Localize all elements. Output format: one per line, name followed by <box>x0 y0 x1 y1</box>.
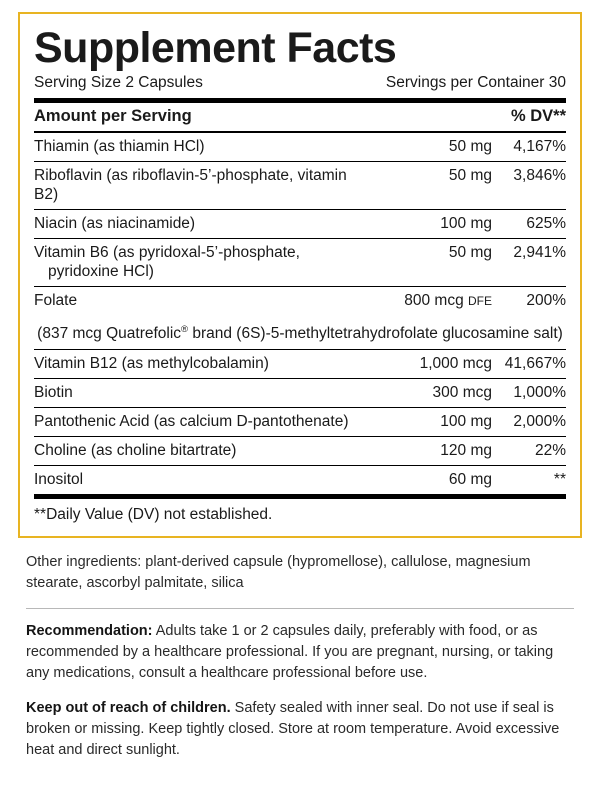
table-row <box>34 239 566 287</box>
nutrient-name: Niacin (as niacinamide) <box>34 210 374 239</box>
nutrient-dv: 4,167% <box>492 133 566 162</box>
nutrient-dv: 1,000% <box>492 379 566 408</box>
column-header-dv: % DV** <box>510 107 566 125</box>
nutrient-name: Inositol <box>34 471 84 489</box>
nutrient-name-line1: Vitamin B6 (as pyridoxal-5’-phosphate, <box>34 244 300 261</box>
nutrient-name-line2: pyridoxine HCl) <box>48 263 154 280</box>
nutrient-dv: 22% <box>492 437 566 466</box>
column-headers <box>34 103 566 131</box>
nutrient-dv: 200% <box>526 292 566 309</box>
nutrient-name: Vitamin B12 (as methylcobalamin) <box>34 350 374 379</box>
nutrient-dv: ** <box>553 471 566 489</box>
nutrient-name: Pantothenic Acid (as calcium D-pantothenate) <box>34 408 374 437</box>
page-title: Supplement Facts <box>34 24 397 72</box>
recommendation-label: Recommendation: <box>26 623 153 639</box>
nutrient-amount: 50 mg <box>374 133 492 162</box>
nutrient-dv: 2,941% <box>492 239 566 287</box>
folate-source-note: (837 mcg Quatrefolic® brand (6S)-5-methyltetrahydrofolate glucosamine salt) <box>34 316 566 350</box>
nutrient-name: Riboflavin (as riboflavin-5’-phosphate, vitamin B2) <box>34 162 374 210</box>
nutrient-amount: 1,000 mcg <box>374 350 492 379</box>
table-row <box>34 437 566 466</box>
nutrient-dv: 3,846% <box>492 162 566 210</box>
nutrient-amount: 60 mg <box>448 471 492 489</box>
supplement-facts-panel <box>18 12 582 538</box>
column-header-amount: Amount per Serving <box>34 107 192 125</box>
nutrient-amount-value: 800 mcg <box>404 292 464 309</box>
nutrient-amount: 50 mg <box>374 162 492 210</box>
daily-value-footnote: **Daily Value (DV) not established. <box>34 506 273 524</box>
nutrient-name: Thiamin (as thiamin HCl) <box>34 133 374 162</box>
serving-info-row <box>34 74 566 96</box>
serving-size: Serving Size 2 Capsules <box>34 74 203 91</box>
nutrient-name: Biotin <box>34 379 374 408</box>
nutrient-name: Folate <box>34 292 78 309</box>
nutrient-amount-unit: DFE <box>468 294 492 308</box>
nutrient-name <box>34 239 374 287</box>
nutrient-dv: 41,667% <box>492 350 566 379</box>
table-row <box>34 466 566 495</box>
other-ingredients: Other ingredients: plant-derived capsule (hypromellose), callulose, magnesium stearate, ascorbyl palmitate, silica <box>26 554 531 591</box>
table-row-note <box>34 316 566 350</box>
nutrient-table <box>34 133 566 494</box>
warning-text: Safety sealed with inner seal. Do not use if seal is broken or missing. Keep tightly closed. Store at room temperature. Avoid excessive heat and direct sunlight. <box>26 700 560 758</box>
table-row <box>34 162 566 210</box>
servings-per-container: Servings per Container 30 <box>385 74 566 91</box>
table-row <box>34 287 566 317</box>
table-row <box>34 210 566 239</box>
nutrient-name: Choline (as choline bitartrate) <box>34 437 374 466</box>
nutrient-dv: 625% <box>492 210 566 239</box>
warning-label: Keep out of reach of children. <box>26 700 231 716</box>
nutrient-amount: 100 mg <box>374 210 492 239</box>
nutrient-dv: 2,000% <box>492 408 566 437</box>
table-row <box>34 379 566 408</box>
recommendation-paragraph <box>26 621 574 684</box>
nutrient-amount: 100 mg <box>374 408 492 437</box>
warning-paragraph <box>26 698 574 761</box>
table-row <box>34 133 566 162</box>
label-body-text <box>26 552 574 775</box>
nutrient-amount: 300 mcg <box>374 379 492 408</box>
nutrient-amount: 50 mg <box>374 239 492 287</box>
recommendation-text: Adults take 1 or 2 capsules daily, preferably with food, or as recommended by a healthcare professional. If you are pregnant, nursing, or taking any medications, consult a healthcare professional before use. <box>26 623 554 681</box>
nutrient-amount: 120 mg <box>374 437 492 466</box>
section-divider <box>26 608 574 609</box>
table-row <box>34 408 566 437</box>
table-row <box>34 350 566 379</box>
nutrient-amount <box>374 287 492 317</box>
